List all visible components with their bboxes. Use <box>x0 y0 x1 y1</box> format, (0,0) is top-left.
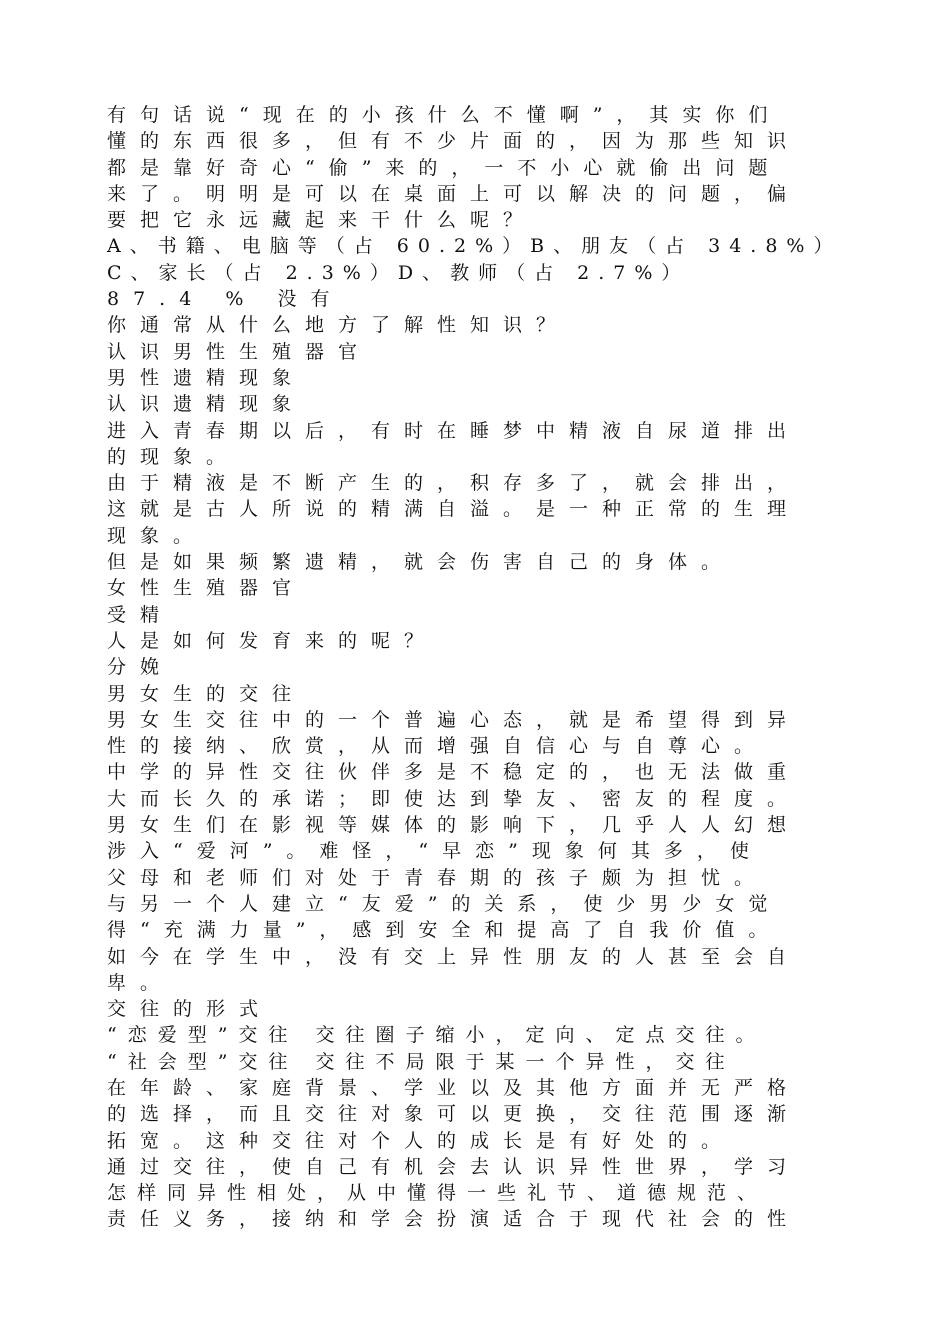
text-line: 男女生的交往 <box>107 682 306 705</box>
text-line: “社会型”交往 交往不局限于某一个异性，交往 <box>107 1050 736 1073</box>
text-line: 进入青春期以后，有时在睡梦中精液自尿道排出 <box>107 419 801 442</box>
text-line: 要把它永远藏起来干什么呢？ <box>107 209 537 232</box>
text-line: 你通常从什么地方了解性知识？ <box>107 314 570 337</box>
text-line: 受精 <box>107 603 174 626</box>
text-line: 怎样同异性相处，从中懂得一些礼节、道德规范、 <box>107 1182 768 1205</box>
text-line: A、书籍、电脑等（占 60.2%）B、朋友（占 34.8%） <box>107 235 842 258</box>
document-page <box>107 102 867 1233</box>
text-line: 拓宽。这种交往对个人的成长是有好处的。 <box>107 1129 735 1152</box>
text-line: 交往的形式 <box>107 998 273 1021</box>
text-line: “恋爱型”交往 交往圈子缩小，定向、定点交往。 <box>107 1024 766 1047</box>
text-line: 分娩 <box>107 656 174 679</box>
text-line: 责任义务，接纳和学会扮演适合于现代社会的性 <box>107 1208 801 1231</box>
text-line: 的现象。 <box>107 445 240 468</box>
text-line: 与另一个人建立“友爱”的关系，使少男少女觉 <box>107 892 782 915</box>
text-line: 性的接纳、欣赏，从而增强自信心与自尊心。 <box>107 735 768 758</box>
text-line: 认识遗精现象 <box>107 393 306 416</box>
text-line: 来了。明明是可以在桌面上可以解决的问题，偏 <box>107 182 801 205</box>
text-line: 女性生殖器官 <box>107 577 306 600</box>
text-line: 都是靠好奇心“偷”来的，一不小心就偷出问题 <box>107 156 782 179</box>
text-line: 中学的异性交往伙伴多是不稳定的，也无法做重 <box>107 761 801 784</box>
text-line: 这就是古人所说的精满自溢。是一种正常的生理 <box>107 498 801 521</box>
text-line: 懂的东西很多，但有不少片面的，因为那些知识 <box>107 130 801 153</box>
text-line: 男女生们在影视等媒体的影响下，几乎人人幻想 <box>107 814 801 837</box>
text-line: 现象。 <box>107 524 207 547</box>
text-line: 87.4 % 没有 <box>107 288 344 311</box>
text-line: 大而长久的承诺；即使达到挚友、密友的程度。 <box>107 787 801 810</box>
text-line: 卑。 <box>107 971 174 994</box>
text-line: 如今在学生中，没有交上异性朋友的人甚至会自 <box>107 945 801 968</box>
text-line: 人是如何发育来的呢？ <box>107 629 438 652</box>
text-line: 在年龄、家庭背景、学业以及其他方面并无严格 <box>107 1076 801 1099</box>
text-line: C、家长（占 2.3%）D、教师（占 2.7%） <box>107 261 690 284</box>
text-line: 涉入“爱河”。难怪，“早恋”现象何其多，使 <box>107 840 763 863</box>
text-line: 男性遗精现象 <box>107 366 306 389</box>
text-line: 由于精液是不断产生的，积存多了，就会排出， <box>107 472 801 495</box>
text-line: 通过交往，使自己有机会去认识异性世界，学习 <box>107 1155 801 1178</box>
text-line: 的选择，而且交往对象可以更换，交往范围逐渐 <box>107 1103 801 1126</box>
text-line: 但是如果频繁遗精，就会伤害自己的身体。 <box>107 551 735 574</box>
text-line: 认识男性生殖器官 <box>107 340 372 363</box>
text-line: 男女生交往中的一个普遍心态，就是希望得到异 <box>107 708 801 731</box>
text-line: 父母和老师们对处于青春期的孩子颇为担忧。 <box>107 866 768 889</box>
text-line: 得“充满力量”，感到安全和提高了自我价值。 <box>107 919 782 942</box>
text-line: 有句话说“现在的小孩什么不懂啊”，其实你们 <box>107 104 782 126</box>
